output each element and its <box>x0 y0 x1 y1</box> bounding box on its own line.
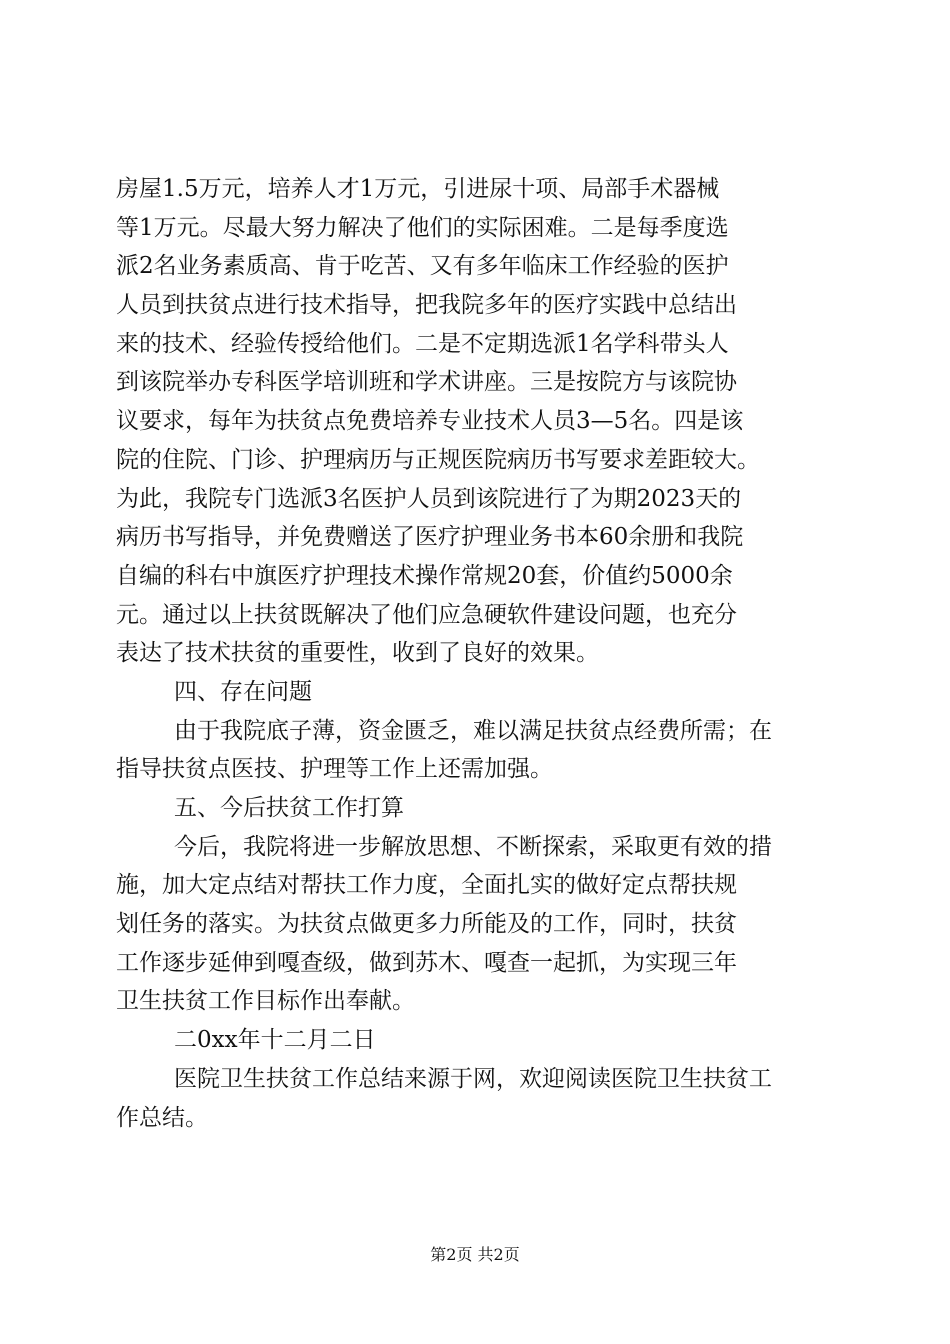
text-line: 今后，我院将进一步解放思想、不断探索，采取更有效的措 <box>174 833 772 860</box>
text-line: 来的技术、经验传授给他们。二是不定期选派1名学科带头人 <box>116 330 729 357</box>
text-line: 由于我院底子薄，资金匮乏，难以满足扶贫点经费所需；在 <box>174 717 772 744</box>
document-body <box>116 170 838 1137</box>
text-line: 划任务的落实。为扶贫点做更多力所能及的工作，同时，扶贫 <box>116 911 737 938</box>
section-heading: 五、今后扶贫工作打算 <box>174 795 404 821</box>
text-line: 指导扶贫点医技、护理等工作上还需加强。 <box>116 756 553 783</box>
text-line: 院的住院、门诊、护理病历与正规医院病历书写要求差距较大。 <box>116 446 760 473</box>
text-line: 派2名业务素质高、肯于吃苦、又有多年临床工作经验的医护 <box>116 253 729 280</box>
text-line: 人员到扶贫点进行技术指导，把我院多年的医疗实践中总结出 <box>116 292 737 319</box>
date-line: 二0xx年十二月二日 <box>174 1027 376 1054</box>
text-line: 等1万元。尽最大努力解决了他们的实际困难。二是每季度选 <box>116 214 729 241</box>
text-line: 作总结。 <box>116 1104 208 1131</box>
text-line: 施，加大定点结对帮扶工作力度，全面扎实的做好定点帮扶规 <box>116 872 737 899</box>
text-line: 医院卫生扶贫工作总结来源于网，欢迎阅读医院卫生扶贫工 <box>174 1065 772 1092</box>
text-line: 为此，我院专门选派3名医护人员到该院进行了为期2023天的 <box>116 485 742 512</box>
section-heading: 四、存在问题 <box>174 678 312 705</box>
text-line: 自编的科右中旗医疗护理技术操作常规20套，价值约5000余 <box>116 562 733 589</box>
text-line: 表达了技术扶贫的重要性，收到了良好的效果。 <box>116 640 599 667</box>
text-line: 病历书写指导，并免费赠送了医疗护理业务书本60余册和我院 <box>116 524 744 551</box>
text-line: 议要求，每年为扶贫点免费培养专业技术人员3—5名。四是该 <box>116 408 744 435</box>
text-line: 工作逐步延伸到嘎查级，做到苏木、嘎查一起抓，为实现三年 <box>116 949 737 976</box>
text-line: 房屋1.5万元，培养人才1万元，引进尿十项、局部手术器械 <box>116 176 720 202</box>
text-line: 到该院举办专科医学培训班和学术讲座。三是按院方与该院协 <box>116 369 737 396</box>
text-line: 元。通过以上扶贫既解决了他们应急硬软件建设问题，也充分 <box>116 601 737 628</box>
text-line: 卫生扶贫工作目标作出奉献。 <box>116 988 415 1015</box>
page-number-footer: 第2页 共2页 <box>430 1245 520 1264</box>
